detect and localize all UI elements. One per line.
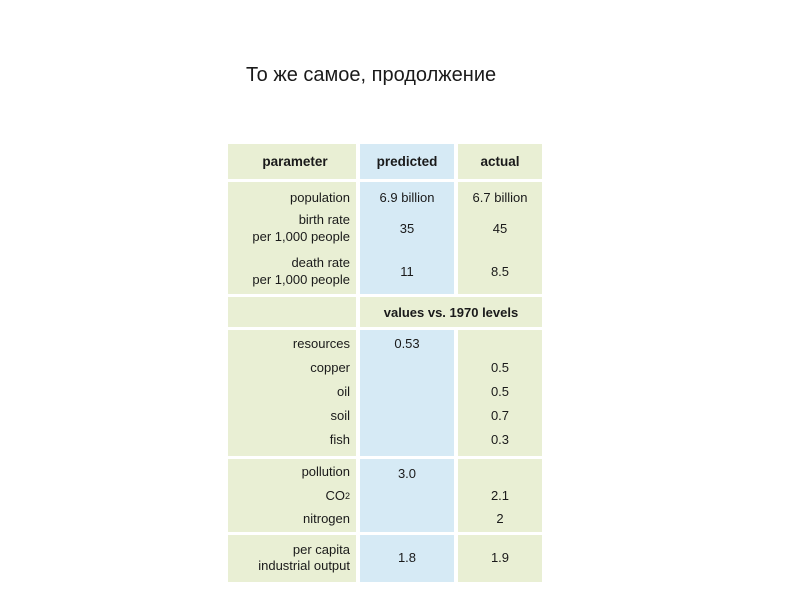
section-label-spacer [228,297,356,327]
label-per-capita: per capita [292,542,350,558]
predicted-population: 6.9 billion [379,189,435,205]
predicted-death-rate: 11 [400,263,414,279]
header-parameter: parameter [228,144,356,179]
label-pollution: pollution [301,463,350,479]
header-actual: actual [458,144,542,179]
actual-nitrogen: 2 [496,510,504,526]
label-death-rate-unit: per 1,000 people [252,272,350,288]
label-nitrogen: nitrogen [303,510,350,526]
predicted-industrial-output: 1.8 [397,550,417,566]
industrial-actual [458,535,542,582]
predicted-birth-rate: 35 [399,220,415,236]
predicted-resources: 0.53 [394,335,420,351]
label-co2-subscript: 2 [344,490,350,501]
label-copper: copper [310,359,350,375]
predicted-pollution: 3.0 [397,465,417,481]
demographics-predicted [360,182,454,294]
label-birth-rate-unit: per 1,000 people [252,229,350,245]
label-co2: CO 2 [325,487,350,503]
slide-title: То же самое, продолжение [246,64,497,86]
label-birth-rate: birth rate [298,212,350,228]
label-soil: soil [330,407,350,423]
resources-labels [228,330,356,456]
resources-predicted [360,330,454,456]
resources-actual [458,330,542,456]
actual-soil: 0.7 [490,407,510,423]
actual-death-rate: 8.5 [490,263,510,279]
actual-industrial-output: 1.9 [490,550,510,566]
label-population: population [290,189,350,205]
pollution-labels [228,459,356,532]
label-fish: fish [329,431,350,447]
actual-copper: 0.5 [490,359,510,375]
actual-fish: 0.3 [490,431,510,447]
industrial-labels [228,535,356,582]
actual-birth-rate: 45 [492,220,508,236]
demographics-labels [228,182,356,294]
label-death-rate: death rate [291,255,350,271]
pollution-predicted [360,459,454,532]
section-values-vs-1970: values vs. 1970 levels [360,297,542,327]
limits-to-growth-table [228,144,542,582]
label-industrial-output: industrial output [258,558,350,574]
demographics-actual [458,182,542,294]
actual-population: 6.7 billion [472,189,528,205]
label-oil: oil [336,383,350,399]
header-predicted: predicted [360,144,454,179]
label-resources: resources [292,335,350,351]
actual-co2: 2.1 [490,487,510,503]
pollution-actual [458,459,542,532]
actual-oil: 0.5 [490,383,510,399]
industrial-predicted [360,535,454,582]
